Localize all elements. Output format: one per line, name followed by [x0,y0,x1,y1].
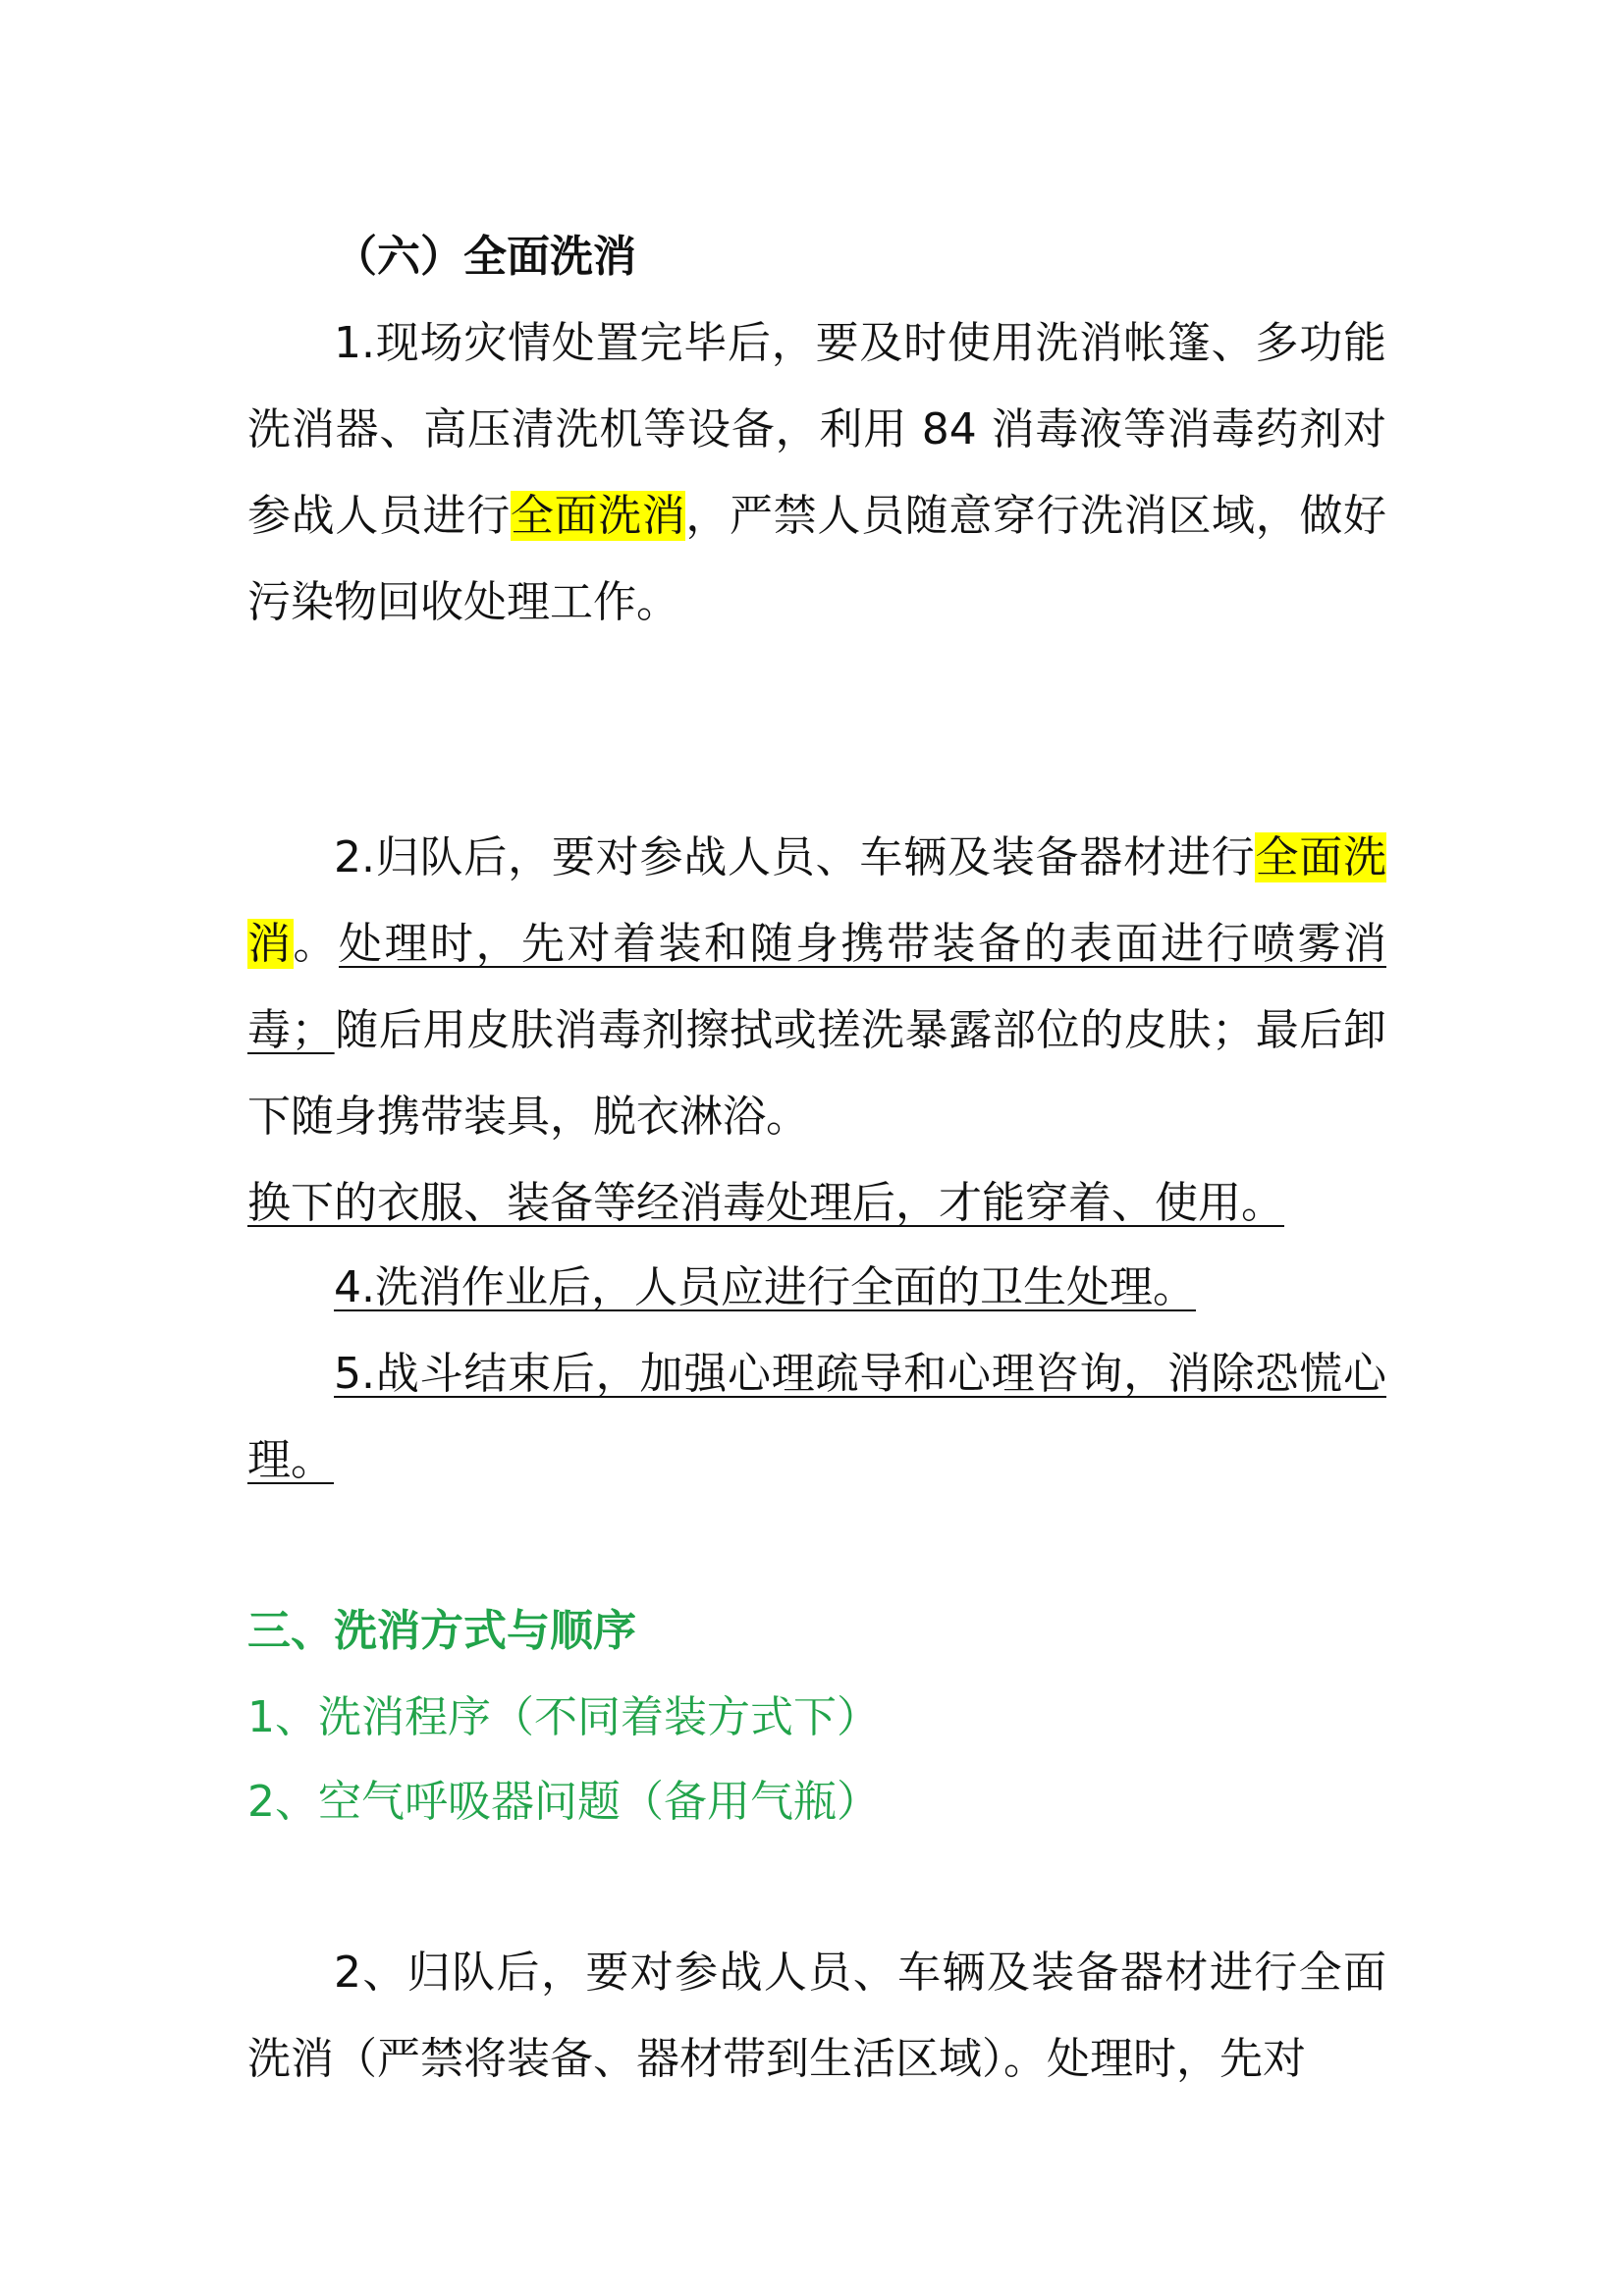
section-3-title: 三、洗消方式与顺序 [247,1606,636,1656]
paragraph-5-text: 5.战斗结束后，加强心理疏导和心理咨询，消除恐慌心理。 [247,1349,1386,1485]
paragraph-1-text-a: 1.现场灾情处置完毕后，要及时使用洗消帐篷、多功能洗消器、高压清洗机等设备，利用 84 消毒液等消毒药剂对参战人员进行 [247,318,1386,541]
paragraph-2 [247,815,1386,1160]
paragraph-1-text-b: ，严禁人员随意穿行洗消区域，做好污染物回收处理工作。 [247,491,1387,627]
paragraph-3 [247,1160,1386,1247]
section-6-heading [247,214,1386,300]
paragraph-1-highlight: 全面洗消 [510,491,686,541]
paragraph-2-text-c: 随后用皮肤消毒剂擦拭或搓洗暴露部位的皮肤；最后卸下随身携带装具，脱衣淋浴。 [247,1005,1386,1142]
paragraph-6 [247,1930,1386,2103]
paragraph-6-text: 2、归队后，要对参战人员、车辆及装备器材进行全面洗消（严禁将装备、器材带到生活区域）。处理时，先对 [247,1948,1386,2084]
section-3-item-1-text: 1、洗消程序（不同着装方式下） [247,1692,880,1742]
paragraph-3-text: 换下的衣服、装备等经消毒处理后，才能穿着、使用。 [247,1178,1284,1228]
paragraph-1 [247,300,1386,646]
paragraph-4 [247,1245,1386,1331]
paragraph-4-text: 4.洗消作业后，人员应进行全面的卫生处理。 [334,1262,1196,1312]
section-3-item-2 [247,1759,1386,1845]
paragraph-5 [247,1331,1386,1504]
paragraph-2-text-a: 2.归队后，要对参战人员、车辆及装备器材进行 [334,832,1256,882]
paragraph-2-text-b: 。 [293,919,339,969]
section-3-item-1 [247,1675,1386,1761]
section-3-item-2-text: 2、空气呼吸器问题（备用气瓶） [247,1777,880,1827]
section-3-heading [247,1588,1386,1675]
section-6-title: （六）全面洗消 [334,232,636,282]
paragraph-2-underlined: 处理时，先对着装和随身携带装备的表面进行喷雾消毒； [247,919,1386,1055]
paragraph-2-highlight: 全面洗消 [247,832,1387,969]
